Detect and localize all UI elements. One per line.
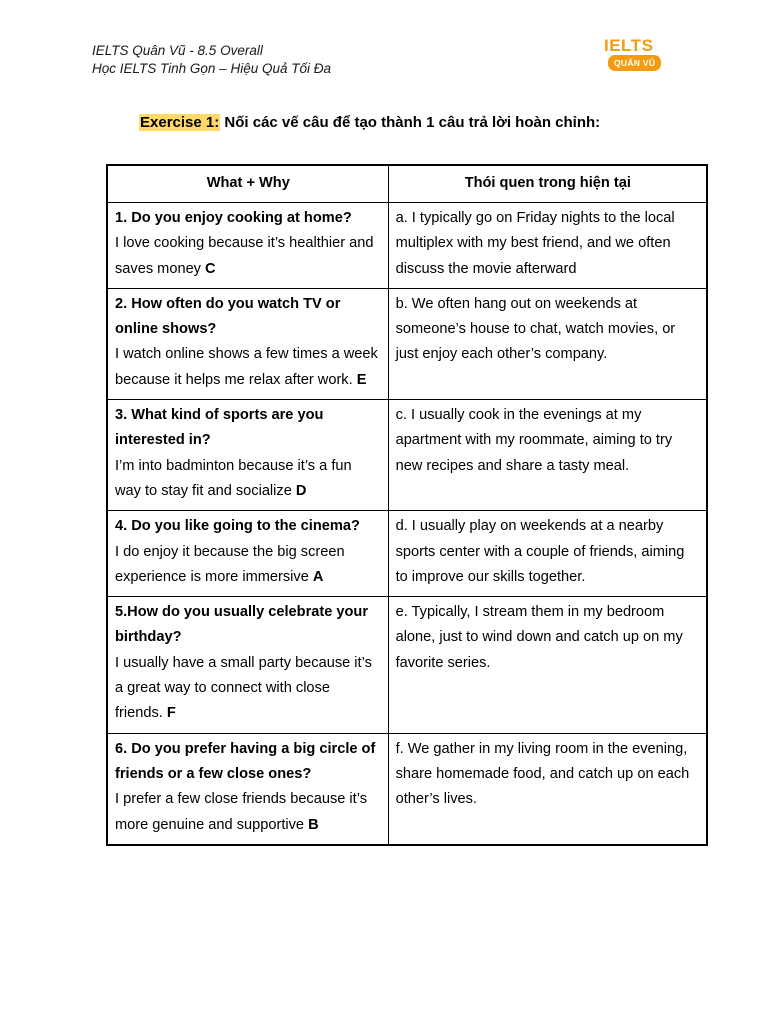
table-header-row [107,165,707,203]
answer-text: I love cooking because it’s healthier and saves money C [115,235,374,277]
logo-bottom-text: QUÂN VŨ [608,55,661,71]
header-title: IELTS Quân Vũ - 8.5 Overall [92,43,263,58]
option-cell: e. Typically, I stream them in my bedroom alone, just to wind down and catch up on my favorite series. [388,597,707,733]
question-text: 3. What kind of sports are you interested in? [115,407,324,449]
table-row [107,597,707,733]
ielts-logo [604,36,670,80]
answer-key: B [308,816,319,833]
question-cell [107,288,388,399]
answer-text: I’m into badminton because it’s a fun way to stay fit and socialize D [115,457,352,499]
answer-text: I do enjoy it because the big screen experience is more immersive A [115,543,345,585]
question-cell [107,400,388,511]
table-row [107,288,707,399]
column-header-what-why: What + Why [107,165,388,203]
matching-table [106,164,708,846]
answer-text: I watch online shows a few times a week because it helps me relax after work. E [115,346,378,388]
question-text: 1. Do you enjoy cooking at home? [115,210,352,226]
table-row [107,400,707,511]
option-cell: a. I typically go on Friday nights to the local multiplex with my best friend, and we often discuss the movie afterward [388,203,707,289]
question-cell [107,733,388,845]
answer-key: F [166,705,176,722]
exercise-heading [139,114,600,131]
question-text: 5.How do you usually celebrate your birthday? [115,604,369,646]
answer-key: E [356,371,367,388]
question-cell [107,597,388,733]
table-row [107,511,707,597]
header-subtitle: Học IELTS Tinh Gọn – Hiệu Quả Tối Đa [92,61,331,76]
answer-text: I prefer a few close friends because it’s more genuine and supportive B [115,791,368,833]
logo-top-text: IELTS [604,36,654,55]
question-text: 6. Do you prefer having a big circle of friends or a few close ones? [115,740,376,782]
table-row [107,203,707,289]
question-cell [107,511,388,597]
question-text: 2. How often do you watch TV or online shows? [115,295,341,338]
question-cell [107,203,388,289]
question-text: 4. Do you like going to the cinema? [115,518,360,535]
option-cell: c. I usually cook in the evenings at my apartment with my roommate, aiming to try new recipes and share a tasty meal. [388,400,707,511]
answer-key: D [295,482,307,499]
answer-key: C [205,260,216,277]
column-header-habits: Thói quen trong hiện tại [388,165,707,203]
option-cell: d. I usually play on weekends at a nearby sports center with a couple of friends, aiming to improve our skills together. [388,511,707,597]
answer-text: I usually have a small party because it’s a great way to connect with close friends. F [115,654,372,722]
answer-key: A [312,568,324,585]
exercise-instruction: Nối các vế câu để tạo thành 1 câu trả lời hoàn chỉnh: [220,114,601,131]
option-cell: b. We often hang out on weekends at someone’s house to chat, watch movies, or just enjoy each other’s company. [388,288,707,399]
exercise-label: Exercise 1: [140,114,220,131]
table-row [107,733,707,845]
option-cell: f. We gather in my living room in the evening, share homemade food, and catch up on each other’s lives. [388,733,707,845]
